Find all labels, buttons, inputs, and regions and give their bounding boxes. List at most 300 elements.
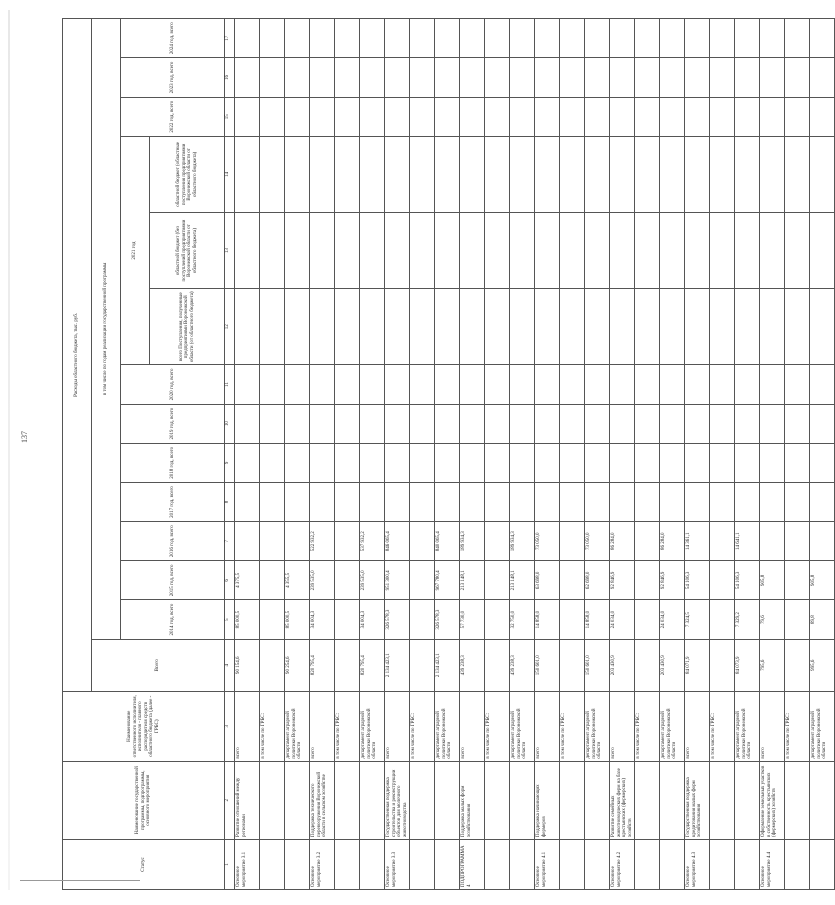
page-number: 137 <box>20 431 29 443</box>
row-empty-cell <box>635 58 660 97</box>
row-status <box>710 839 735 889</box>
row-executor: департамент аграрной политики Воронежской области <box>360 691 385 761</box>
row-empty-cell <box>285 97 310 136</box>
row-name <box>635 761 660 839</box>
row-name <box>660 761 685 839</box>
row-2015: 4 355,5 <box>285 561 310 600</box>
row-name: Оформление земельных участков в собственность крестьянских (фермерских) хозяйств <box>760 761 785 839</box>
row-empty-cell <box>285 289 310 365</box>
row-empty-cell <box>510 212 535 288</box>
row-empty-cell <box>635 212 660 288</box>
row-empty-cell <box>660 289 685 365</box>
row-2014 <box>710 600 735 639</box>
row-empty-cell <box>510 365 535 404</box>
header-2022: 2022 год, всего <box>121 97 225 136</box>
table-row <box>635 19 660 890</box>
row-empty-cell <box>435 212 460 288</box>
row-2015: 905,8 <box>810 561 835 600</box>
row-name <box>285 761 310 839</box>
row-empty-cell <box>560 136 585 212</box>
row-name: Государственная поддержка строительства и реконструкции объектов для молочного животноводства <box>385 761 410 839</box>
column-number: 1 <box>225 839 235 889</box>
table-row <box>560 19 585 890</box>
row-empty-cell <box>685 404 710 443</box>
table-row <box>360 19 385 890</box>
row-empty-cell <box>660 404 685 443</box>
row-status <box>360 839 385 889</box>
row-2016 <box>710 522 735 561</box>
row-empty-cell <box>310 443 335 482</box>
header-2019: 2019 год, всего <box>121 404 225 443</box>
row-empty-cell <box>535 136 560 212</box>
row-empty-cell <box>810 19 835 58</box>
row-name: Поддержка начинающих фермеров <box>535 761 560 839</box>
row-empty-cell <box>260 289 285 365</box>
row-empty-cell <box>535 443 560 482</box>
row-total: 150 601,0 <box>585 639 610 691</box>
row-empty-cell <box>360 404 385 443</box>
row-2016: 189 934,3 <box>460 522 485 561</box>
row-empty-cell <box>810 443 835 482</box>
row-empty-cell <box>310 212 335 288</box>
row-name <box>735 761 760 839</box>
row-total: 2 134 423,1 <box>435 639 460 691</box>
row-empty-cell <box>235 58 260 97</box>
row-2016 <box>285 522 310 561</box>
header-2021: 2021 год <box>121 136 150 365</box>
row-2017 <box>460 482 485 521</box>
row-empty-cell <box>735 443 760 482</box>
column-number: 5 <box>225 600 235 639</box>
table-row <box>435 19 460 890</box>
row-status <box>635 839 660 889</box>
row-executor: в том числе по ГРБС: <box>335 691 360 761</box>
row-empty-cell <box>235 365 260 404</box>
row-total <box>710 639 735 691</box>
row-empty-cell <box>235 19 260 58</box>
row-2017 <box>435 482 460 521</box>
row-2016 <box>635 522 660 561</box>
row-2014: 14 858,0 <box>535 600 560 639</box>
row-empty-cell <box>385 136 410 212</box>
table-row <box>760 19 785 890</box>
row-empty-cell <box>235 212 260 288</box>
row-empty-cell <box>360 212 385 288</box>
row-empty-cell <box>610 404 635 443</box>
row-2014 <box>560 600 585 639</box>
row-empty-cell <box>310 404 335 443</box>
row-empty-cell <box>335 97 360 136</box>
row-status <box>785 839 810 889</box>
row-2017 <box>760 482 785 521</box>
row-2017 <box>360 482 385 521</box>
row-2014: 89,8 <box>810 600 835 639</box>
row-2015: 63 698,0 <box>535 561 560 600</box>
row-empty-cell <box>460 136 485 212</box>
row-status <box>510 839 535 889</box>
row-2016 <box>410 522 435 561</box>
row-empty-cell <box>360 19 385 58</box>
row-empty-cell <box>360 289 385 365</box>
row-executor: в том числе по ГРБС: <box>635 691 660 761</box>
row-empty-cell <box>760 404 785 443</box>
row-empty-cell <box>660 212 685 288</box>
table-row <box>335 19 360 890</box>
row-empty-cell <box>460 289 485 365</box>
row-status: Основное мероприятие 4.3 <box>685 839 710 889</box>
row-empty-cell <box>535 212 560 288</box>
row-empty-cell <box>310 58 335 97</box>
row-empty-cell <box>760 365 785 404</box>
row-name <box>485 761 510 839</box>
row-empty-cell <box>635 19 660 58</box>
row-2016 <box>785 522 810 561</box>
row-empty-cell <box>635 443 660 482</box>
row-empty-cell <box>610 97 635 136</box>
column-number: 13 <box>225 212 235 288</box>
header-2024: 2024 год, всего <box>121 19 225 58</box>
row-name <box>410 761 435 839</box>
row-empty-cell <box>360 136 385 212</box>
row-executor: департамент аграрной политики Воронежской области <box>735 691 760 761</box>
row-executor: всего <box>235 691 260 761</box>
row-empty-cell <box>385 58 410 97</box>
row-empty-cell <box>760 97 785 136</box>
row-2017 <box>510 482 535 521</box>
row-empty-cell <box>585 97 610 136</box>
row-empty-cell <box>260 97 285 136</box>
row-empty-cell <box>810 97 835 136</box>
row-empty-cell <box>685 136 710 212</box>
row-name <box>560 761 585 839</box>
table-row <box>735 19 760 890</box>
row-2017 <box>335 482 360 521</box>
row-2015 <box>785 561 810 600</box>
row-empty-cell <box>435 443 460 482</box>
row-2016 <box>260 522 285 561</box>
row-empty-cell <box>385 97 410 136</box>
row-empty-cell <box>685 58 710 97</box>
row-2015 <box>485 561 510 600</box>
row-empty-cell <box>610 443 635 482</box>
row-name: Развитие отношений между регионами <box>235 761 260 839</box>
row-empty-cell <box>485 58 510 97</box>
row-empty-cell <box>685 19 710 58</box>
row-name: Государственная поддержка кредитования малых форм хозяйствования <box>685 761 710 839</box>
row-empty-cell <box>510 136 535 212</box>
row-executor: департамент аграрной политики Воронежской области <box>810 691 835 761</box>
row-2016: 73 050,0 <box>585 522 610 561</box>
row-total: 439 238,3 <box>460 639 485 691</box>
row-2014: 32 750,0 <box>510 600 535 639</box>
row-empty-cell <box>660 58 685 97</box>
row-2014 <box>635 600 660 639</box>
row-empty-cell <box>585 443 610 482</box>
row-empty-cell <box>735 58 760 97</box>
table-row <box>535 19 560 890</box>
row-empty-cell <box>360 58 385 97</box>
row-empty-cell <box>235 404 260 443</box>
row-2015 <box>260 561 285 600</box>
row-empty-cell <box>335 19 360 58</box>
row-empty-cell <box>535 404 560 443</box>
row-empty-cell <box>785 19 810 58</box>
row-2016: 522 932,2 <box>310 522 335 561</box>
row-empty-cell <box>510 19 535 58</box>
row-2017 <box>385 482 410 521</box>
row-total <box>410 639 435 691</box>
column-number: 14 <box>225 136 235 212</box>
row-2016 <box>235 522 260 561</box>
table-row <box>610 19 635 890</box>
table-row <box>810 19 835 890</box>
row-empty-cell <box>435 136 460 212</box>
row-empty-cell <box>485 443 510 482</box>
header-2020: 2020 год, всего <box>121 365 225 404</box>
row-empty-cell <box>810 136 835 212</box>
header-executor: Наименование ответственного исполнителя, исполнителя - главного распорядителя средств областного бюджета (далее - ГРБС) <box>63 691 225 761</box>
row-empty-cell <box>285 19 310 58</box>
row-empty-cell <box>660 443 685 482</box>
row-empty-cell <box>485 19 510 58</box>
row-total: 795,6 <box>760 639 785 691</box>
row-name <box>710 761 735 839</box>
row-empty-cell <box>435 97 460 136</box>
row-2016: 14 641,1 <box>735 522 760 561</box>
row-empty-cell <box>560 97 585 136</box>
row-executor: в том числе по ГРБС: <box>560 691 585 761</box>
header-status: Статус <box>63 839 225 889</box>
row-total: 820 795,4 <box>360 639 385 691</box>
row-2015: 62 698,0 <box>585 561 610 600</box>
row-2016: 86 284,0 <box>660 522 685 561</box>
row-2016: 840 065,4 <box>435 522 460 561</box>
row-status: Основное мероприятие 3.3 <box>385 839 410 889</box>
row-name <box>335 761 360 839</box>
row-2014 <box>410 600 435 639</box>
row-empty-cell <box>310 19 335 58</box>
table-row <box>710 19 735 890</box>
header-total: Всего <box>92 639 225 691</box>
row-empty-cell <box>610 289 635 365</box>
table-row <box>510 19 535 890</box>
row-2016 <box>810 522 835 561</box>
row-total <box>335 639 360 691</box>
row-executor: всего <box>610 691 635 761</box>
header-2014: 2014 год, всего <box>121 600 225 639</box>
row-empty-cell <box>585 404 610 443</box>
row-2015 <box>710 561 735 600</box>
row-empty-cell <box>410 58 435 97</box>
row-empty-cell <box>385 19 410 58</box>
row-empty-cell <box>585 212 610 288</box>
row-empty-cell <box>285 443 310 482</box>
row-2014: 85 000,5 <box>235 600 260 639</box>
row-total: 90 154,6 <box>235 639 260 691</box>
row-total <box>260 639 285 691</box>
row-empty-cell <box>585 136 610 212</box>
row-empty-cell <box>435 365 460 404</box>
row-empty-cell <box>285 404 310 443</box>
row-status <box>560 839 585 889</box>
row-2014: 14 858,0 <box>585 600 610 639</box>
header-2015: 2015 год, всего <box>121 561 225 600</box>
table-row <box>310 19 335 890</box>
table-row <box>285 19 310 890</box>
row-empty-cell <box>410 443 435 482</box>
row-empty-cell <box>335 404 360 443</box>
row-empty-cell <box>660 19 685 58</box>
row-name: Развитие семейных животноводческих ферм на базе крестьянских (фермерских) хозяйств <box>610 761 635 839</box>
row-empty-cell <box>710 97 735 136</box>
row-2017 <box>785 482 810 521</box>
row-empty-cell <box>635 404 660 443</box>
row-2015 <box>635 561 660 600</box>
row-empty-cell <box>235 136 260 212</box>
row-empty-cell <box>335 443 360 482</box>
row-empty-cell <box>710 58 735 97</box>
row-empty-cell <box>560 404 585 443</box>
row-empty-cell <box>685 365 710 404</box>
column-number: 17 <box>225 19 235 58</box>
row-empty-cell <box>485 136 510 212</box>
row-empty-cell <box>510 58 535 97</box>
row-name <box>785 761 810 839</box>
header-2017: 2017 год, всего <box>121 482 225 521</box>
row-empty-cell <box>635 97 660 136</box>
row-executor: в том числе по ГРБС: <box>410 691 435 761</box>
table-row <box>410 19 435 890</box>
scan-edge <box>8 10 10 890</box>
row-empty-cell <box>260 19 285 58</box>
row-empty-cell <box>560 365 585 404</box>
row-empty-cell <box>235 443 260 482</box>
row-total: 203 430,9 <box>610 639 635 691</box>
budget-table-area <box>62 18 827 890</box>
column-number: 16 <box>225 58 235 97</box>
column-number: 3 <box>225 691 235 761</box>
row-2014: 326 578,3 <box>385 600 410 639</box>
row-empty-cell <box>285 58 310 97</box>
row-executor: департамент аграрной политики Воронежской области <box>510 691 535 761</box>
row-empty-cell <box>235 97 260 136</box>
row-empty-cell <box>685 289 710 365</box>
row-executor: департамент аграрной политики Воронежской области <box>435 691 460 761</box>
row-empty-cell <box>685 212 710 288</box>
row-empty-cell <box>635 289 660 365</box>
row-empty-cell <box>560 212 585 288</box>
row-empty-cell <box>460 404 485 443</box>
row-name <box>585 761 610 839</box>
row-empty-cell <box>460 365 485 404</box>
row-2016: 189 934,3 <box>510 522 535 561</box>
row-empty-cell <box>385 404 410 443</box>
row-empty-cell <box>310 136 335 212</box>
row-empty-cell <box>260 443 285 482</box>
row-2016: 86 284,0 <box>610 522 635 561</box>
row-empty-cell <box>435 289 460 365</box>
row-empty-cell <box>610 212 635 288</box>
row-empty-cell <box>710 212 735 288</box>
row-empty-cell <box>510 443 535 482</box>
row-empty-cell <box>535 365 560 404</box>
row-2014: 34 004,3 <box>310 600 335 639</box>
row-empty-cell <box>710 443 735 482</box>
row-2015: 92 846,9 <box>610 561 635 600</box>
row-empty-cell <box>560 289 585 365</box>
row-executor: всего <box>760 691 785 761</box>
row-2017 <box>310 482 335 521</box>
row-empty-cell <box>535 58 560 97</box>
row-empty-cell <box>410 97 435 136</box>
row-executor: всего <box>310 691 335 761</box>
table-row <box>460 19 485 890</box>
row-2017 <box>660 482 685 521</box>
row-empty-cell <box>635 365 660 404</box>
row-empty-cell <box>485 365 510 404</box>
row-executor: в том числе по ГРБС: <box>260 691 285 761</box>
row-empty-cell <box>385 212 410 288</box>
row-2015 <box>335 561 360 600</box>
row-empty-cell <box>285 212 310 288</box>
row-2016 <box>760 522 785 561</box>
row-2016: 846 065,4 <box>385 522 410 561</box>
table-row <box>260 19 285 890</box>
row-name <box>435 761 460 839</box>
row-executor: в том числе по ГРБС: <box>785 691 810 761</box>
row-empty-cell <box>310 365 335 404</box>
footer-line <box>20 880 140 881</box>
row-2014 <box>785 600 810 639</box>
column-number: 15 <box>225 97 235 136</box>
row-2014: 7 329,2 <box>735 600 760 639</box>
row-status: Основное мероприятие 4.2 <box>610 839 635 889</box>
row-empty-cell <box>385 443 410 482</box>
row-status <box>810 839 835 889</box>
row-executor: всего <box>460 691 485 761</box>
row-executor: в том числе по ГРБС: <box>485 691 510 761</box>
row-status: Основное мероприятие 3.2 <box>310 839 335 889</box>
header-2023: 2023 год, всего <box>121 58 225 97</box>
row-total <box>785 639 810 691</box>
row-2016: 14 361,1 <box>685 522 710 561</box>
row-empty-cell <box>410 212 435 288</box>
row-2014: 7 324,5 <box>685 600 710 639</box>
row-empty-cell <box>410 136 435 212</box>
row-2017 <box>810 482 835 521</box>
column-number: 6 <box>225 561 235 600</box>
table-row <box>660 19 685 890</box>
row-total: 203 430,9 <box>660 639 685 691</box>
row-2016: 73 050,0 <box>535 522 560 561</box>
row-2014 <box>485 600 510 639</box>
row-executor: в том числе по ГРБС: <box>710 691 735 761</box>
column-number: 2 <box>225 761 235 839</box>
row-empty-cell <box>810 404 835 443</box>
row-empty-cell <box>285 365 310 404</box>
row-empty-cell <box>760 58 785 97</box>
row-empty-cell <box>585 19 610 58</box>
row-name: Поддержка технического перевооружения Воронежской области в сельском хозяйстве <box>310 761 335 839</box>
row-empty-cell <box>785 136 810 212</box>
row-empty-cell <box>785 365 810 404</box>
column-number-row <box>225 19 235 890</box>
row-executor: всего <box>385 691 410 761</box>
row-2017 <box>560 482 585 521</box>
row-2017 <box>535 482 560 521</box>
row-empty-cell <box>535 97 560 136</box>
row-2014 <box>335 600 360 639</box>
